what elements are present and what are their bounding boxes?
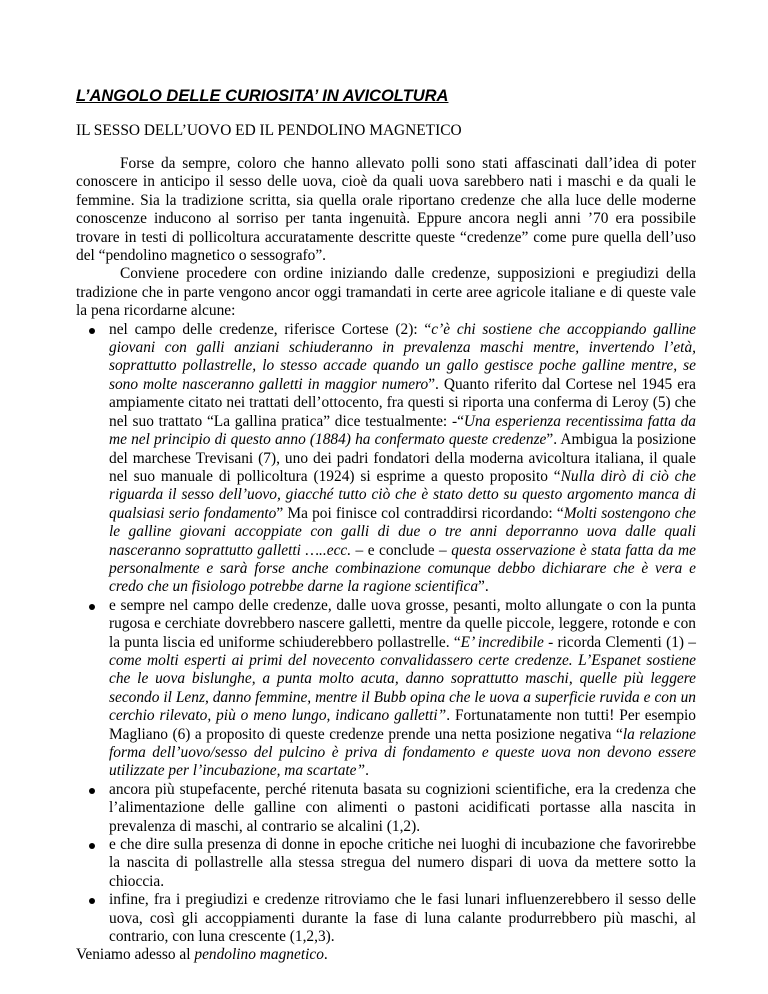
bullet-icon: [89, 328, 95, 334]
list-item: nel campo delle credenze, riferisce Cortese (2): “c’è chi sostiene che accoppiando galline giovani con galli anziani schiuderanno in prevalenza maschi mentre, invertendo l’età, soprattutto pollastrelle, lo stesso accade quando un gallo gestisce poche galline mentre, se sono molte nasceranno galletti in maggior numero”. Quanto riferito dal Cortese nel 1945 era ampiamente citato nei trattati dell’ottocento, fra questi si riporta una conferma di Leroy (5) che nel suo trattato “La gallina pratica” dice testualmente: -“Una esperienza recentissima fatta da me nel principio di questo anno (1884) ha confermato queste credenze”. Ambigua la posizione del marchese Trevisani (7), uno dei padri fondatori della moderna avicoltura italiana, il quale nel suo manuale di pollicoltura (1924) si esprime a questo proposito “Nulla dirò di ciò che riguarda il sesso dell’uovo, giacché tutto ciò che è stato detto su questo argomento manca di qualsiasi serio fondamento” Ma poi finisce col contraddirsi ricordando: “Molti sostengono che le galline giovani accoppiate con galli di due o tre anni deporranno uova dalle quali nasceranno soprattutto galletti …..ecc. – e conclude – questa osservazione è stata fatta da me personalmente e sarà forse anche combinazione comunque debbo dichiarare che è vera e credo che un fisiologo potrebbe darne la ragione scientifica”.: [76, 321, 696, 597]
paragraph-credenze: Conviene procedere con ordine iniziando dalle credenze, supposizioni e pregiudizi della tradizione che in parte vengono ancor oggi tramandati in certe aree agricole italiane e di queste vale la pena ricordarne alcune:: [76, 265, 696, 320]
belief-list: [76, 321, 696, 947]
bullet-icon: [89, 788, 95, 794]
bullet-icon: [89, 843, 95, 849]
paragraph-intro: Forse da sempre, coloro che hanno allevato polli sono stati affascinati dall’idea di poter conoscere in anticipo il sesso delle uova, cioè da quali uova sarebbero nati i maschi e da quali le femmine. Sia la tradizione scritta, sia quella orale riportano credenze che alla luce delle moderne conoscenze inducono al sorriso per tanta ingenuità. Eppure ancora negli anni ’70 era possibile trovare in testi di pollicoltura accuratamente descritte queste “credenze” come pure quella dell’uso del “pendolino magnetico o sessografo”.: [76, 155, 696, 265]
list-item: e che dire sulla presenza di donne in epoche critiche nei luoghi di incubazione che favorirebbe la nascita di pollastrelle alla stessa stregua del numero dispari di uova da mettere sotto la chioccia.: [76, 836, 696, 891]
list-item: e sempre nel campo delle credenze, dalle uova grosse, pesanti, molto allungate o con la punta rugosa e cerchiate dovrebbero nascere galletti, mentre da quelle piccole, leggere, rotonde e con la punta liscia ed uniforme schiuderebbero pollastrelle. “E’ incredibile - ricorda Clementi (1) – come molti esperti ai primi del novecento convalidassero certe credenze. L’Espanet sostiene che le uova bislunghe, a punta molto acuta, danno soprattutto maschi, quelle più leggere secondo il Lenz, danno femmine, mentre il Bubb opina che le uova a superficie ruvida e con un cerchio rilevato, più o meno lungo, indicano galletti”. Fortunatamente non tutti! Per esempio Magliano (6) a proposito di queste credenze prende una netta posizione negativa “la relazione forma dell’uovo/sesso del pulcino è priva di fondamento e queste uova non devono essere utilizzate per l’incubazione, ma scartate”.: [76, 597, 696, 781]
list-item: infine, fra i pregiudizi e credenze ritroviamo che le fasi lunari influenzerebbero il sesso delle uova, così gli accoppiamenti durante la fase di luna calante produrrebbero più maschi, al contrario, con luna crescente (1,2,3).: [76, 891, 696, 946]
article-body: [76, 155, 696, 965]
section-heading: IL SESSO DELL’UOVO ED IL PENDOLINO MAGNETICO: [76, 122, 462, 139]
paragraph-closing: Veniamo adesso al pendolino magnetico.: [76, 946, 328, 964]
document-title: L’ANGOLO DELLE CURIOSITA’ IN AVICOLTURA: [76, 87, 449, 105]
bullet-icon: [89, 604, 95, 610]
list-item: ancora più stupefacente, perché ritenuta basata su cognizioni scientifiche, era la credenza che l’alimentazione delle galline con alimenti o pastoni acidificati portasse alla nascita in prevalenza di maschi, al contrario se alcalini (1,2).: [76, 781, 696, 836]
bullet-icon: [89, 898, 95, 904]
